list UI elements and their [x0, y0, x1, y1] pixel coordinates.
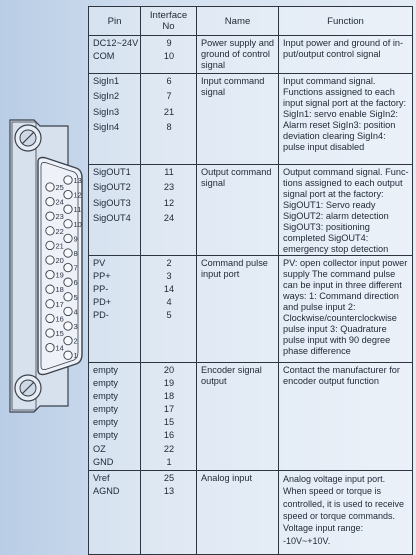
connector-pin: [46, 314, 64, 323]
connector-pin: [46, 197, 64, 206]
svg-text:7: 7: [73, 263, 78, 273]
function-description: Input command signal. Functions assigned to each input signal port at the factory: SigIn1: servo enable SigIn2: Alarm reset SigIn3: position deviation clearing SigIn4: pulse input disabled: [283, 76, 407, 152]
name-cell: [197, 36, 279, 74]
svg-text:17: 17: [55, 299, 64, 309]
svg-text:18: 18: [55, 285, 64, 295]
connector-pin: [64, 263, 78, 272]
svg-text:21: 21: [55, 241, 64, 251]
interface-number: 6: [166, 76, 172, 86]
function-cell: [279, 74, 413, 165]
pin-label: SigOUT3: [93, 197, 131, 208]
function-cell: [279, 470, 413, 554]
pin-label: empty: [93, 430, 119, 441]
pin-label: OZ: [93, 443, 106, 454]
pin-cell: [89, 470, 141, 554]
svg-text:20: 20: [55, 256, 64, 265]
pin-cell: [89, 74, 141, 165]
svg-text:15: 15: [55, 329, 64, 338]
pin-cell: [89, 36, 141, 74]
signal-name: Output command signal: [201, 167, 272, 188]
pin-label: PV: [93, 258, 106, 268]
pin-label: DC12~24V: [93, 38, 139, 48]
table-row: [89, 36, 413, 74]
interface-number: 15: [163, 417, 175, 428]
name-cell: [197, 363, 279, 471]
svg-text:4: 4: [73, 307, 78, 317]
header-interface-no: [141, 7, 197, 36]
connector-pin: [46, 329, 64, 338]
interface-number: 16: [163, 430, 175, 441]
interface-number: 11: [164, 167, 174, 177]
connector-pin: [64, 322, 78, 331]
interface-number: 17: [163, 404, 175, 415]
function-description: PV: open collector input power supply The command pulse can be input in three different ways: 1: Command direction and pulse input 2: Clockwise/counterclockwise pulse input 3: Quadrature pulse input with 90 degree phase difference: [283, 258, 408, 356]
table-row: [89, 256, 413, 363]
header-name: Name: [197, 7, 279, 36]
pin-label: COM: [93, 51, 115, 62]
svg-text:9: 9: [73, 234, 78, 244]
svg-text:6: 6: [73, 278, 78, 288]
pin-label: PP-: [93, 284, 109, 295]
header-interface-line: Interface: [149, 10, 188, 21]
signal-name: Encoder signal output: [201, 365, 262, 386]
pin-label: SigOUT4: [93, 213, 131, 224]
pin-label: empty: [93, 378, 119, 389]
header-function: Function: [279, 7, 413, 36]
header-no-line: No: [162, 21, 175, 32]
interface-number: 5: [166, 310, 172, 321]
interface-number: 23: [163, 182, 175, 193]
svg-text:23: 23: [55, 212, 64, 222]
pin-label: SigOUT2: [93, 182, 131, 193]
signal-name: Input command signal: [201, 76, 265, 97]
connector-pin: [46, 212, 64, 221]
connector-pin: [64, 293, 78, 302]
pin-label: empty: [93, 391, 119, 402]
svg-text:16: 16: [55, 314, 64, 324]
function-description: Contact the manufacturer for encoder output function: [283, 365, 400, 386]
connector-pin: [46, 343, 64, 352]
svg-text:12: 12: [73, 190, 82, 200]
pin-label: empty: [93, 365, 119, 375]
interface-number: 12: [163, 197, 175, 208]
interface-cell: [141, 470, 197, 554]
svg-text:1: 1: [73, 351, 78, 361]
name-cell: [197, 165, 279, 256]
name-cell: [197, 256, 279, 363]
function-description: Input power and ground of in-put/output control signal: [283, 38, 404, 59]
connector-pin: [46, 227, 64, 236]
screw-top-icon: [15, 125, 41, 151]
table-header-row: [89, 7, 413, 36]
connector-pin: [64, 307, 78, 316]
table-row: [89, 74, 413, 165]
connector-pin: [46, 270, 64, 279]
interface-number: 4: [166, 297, 172, 308]
interface-number: 10: [163, 51, 175, 62]
svg-text:19: 19: [55, 270, 64, 280]
svg-text:25: 25: [55, 183, 64, 192]
connector-pin: [64, 220, 82, 229]
pin-definition-table: [88, 6, 413, 555]
interface-number: 9: [166, 38, 172, 48]
svg-text:3: 3: [73, 322, 78, 331]
svg-text:24: 24: [55, 197, 64, 207]
signal-name: Analog input: [201, 472, 253, 483]
pin-label: empty: [93, 417, 119, 428]
pin-label: SigIn2: [93, 91, 120, 102]
interface-cell: [141, 363, 197, 471]
pin-label: Vref: [93, 472, 110, 483]
connector-pin: [46, 300, 64, 309]
function-cell: [279, 363, 413, 471]
connector-pin: [46, 241, 64, 250]
db25-connector-drawing: [6, 118, 90, 414]
interface-cell: [141, 74, 197, 165]
interface-number: 22: [163, 443, 175, 454]
connector-pin: [64, 278, 78, 287]
connector-pin: [64, 351, 78, 360]
name-cell: [197, 470, 279, 554]
connector-pin: [64, 249, 78, 258]
interface-number: 20: [163, 365, 175, 375]
signal-name: Command pulse input port: [201, 258, 268, 279]
interface-number: 19: [163, 378, 175, 389]
svg-text:5: 5: [73, 292, 78, 302]
connector-pin: [46, 256, 64, 265]
interface-number: 7: [166, 91, 172, 102]
function-cell: [279, 165, 413, 256]
svg-text:2: 2: [73, 336, 78, 346]
pin-label: PD+: [93, 297, 112, 308]
connector-pin: [64, 205, 81, 214]
interface-number: 8: [166, 122, 172, 133]
pin-cell: [89, 363, 141, 471]
pin-label: empty: [93, 404, 119, 415]
function-cell: [279, 256, 413, 363]
function-description: Output command signal. Func-tions assigned to each output signal port at the factory: SigOUT1: Servo ready SigOUT2: alarm detection SigOUT3: positioning completed SigOUT4: emergency stop detection: [283, 167, 409, 254]
table-row: [89, 363, 413, 471]
header-pin: Pin: [89, 7, 141, 36]
connector-pin: [46, 183, 64, 192]
interface-cell: [141, 256, 197, 363]
pin-cell: [89, 165, 141, 256]
table-row: [89, 470, 413, 554]
name-cell: [197, 74, 279, 165]
svg-text:13: 13: [73, 176, 82, 185]
interface-number: 21: [163, 106, 175, 117]
connector-pin: [64, 336, 78, 345]
connector-pin: [64, 234, 78, 243]
signal-name: Power supply and ground of control signal: [201, 38, 275, 70]
interface-number: 13: [163, 485, 175, 496]
pin-label: SigIn3: [93, 106, 120, 117]
connector-pin: [64, 176, 82, 185]
svg-text:22: 22: [55, 226, 64, 236]
interface-number: 18: [163, 391, 175, 402]
connector-pin: [64, 190, 82, 199]
interface-number: 2: [166, 258, 172, 268]
pin-label: SigIn4: [93, 122, 120, 133]
interface-number: 14: [163, 284, 175, 295]
interface-number: 3: [166, 271, 172, 282]
pin-label: SigIn1: [93, 76, 120, 86]
svg-text:11: 11: [73, 205, 82, 215]
pin-label: SigOUT1: [93, 167, 131, 177]
interface-number: 24: [163, 213, 175, 224]
connector-pin: [46, 285, 64, 294]
svg-text:10: 10: [73, 219, 82, 229]
interface-number: 1: [166, 456, 172, 467]
screw-bottom-icon: [15, 375, 41, 401]
pin-cell: [89, 256, 141, 363]
pin-label: GND: [93, 456, 114, 467]
svg-text:8: 8: [73, 249, 78, 258]
interface-number: 25: [163, 472, 175, 483]
pin-label: AGND: [93, 485, 120, 496]
svg-text:14: 14: [55, 343, 64, 353]
function-description: Analog voltage input port. When speed or torque is controlled, it is used to receive speed or torque commands. Voltage input range: -10V~+10V.: [283, 473, 405, 546]
interface-cell: [141, 165, 197, 256]
pin-label: PD-: [93, 310, 109, 321]
interface-cell: [141, 36, 197, 74]
function-cell: [279, 36, 413, 74]
pin-label: PP+: [93, 271, 111, 282]
table-row: [89, 165, 413, 256]
